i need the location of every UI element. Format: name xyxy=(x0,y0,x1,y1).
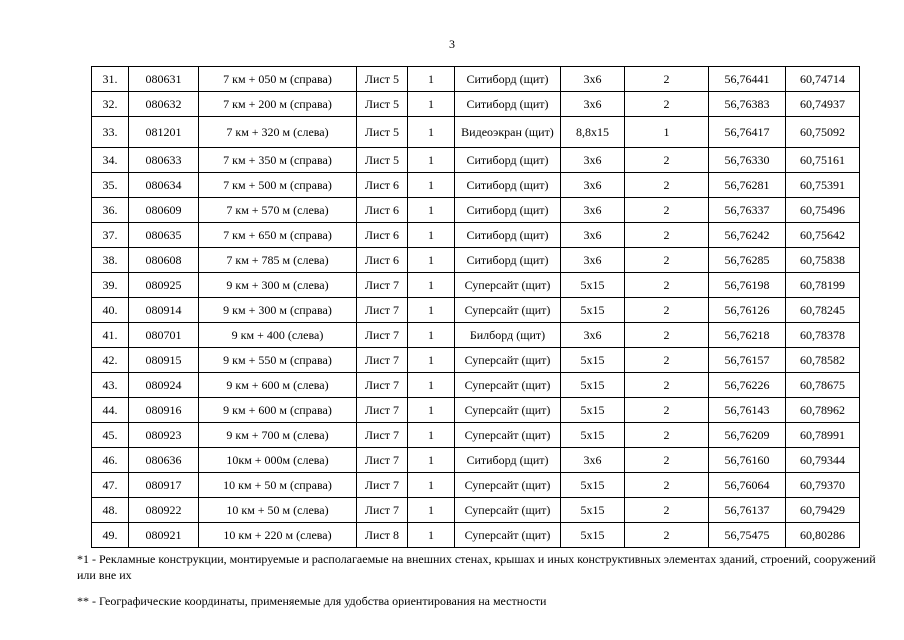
table-row xyxy=(92,398,860,423)
latitude-cell: 56,75475 xyxy=(709,523,786,548)
table-row xyxy=(92,323,860,348)
road-location-cell: 9 км + 300 м (слева) xyxy=(199,273,357,298)
structure-type-cell: Ситиборд (щит) xyxy=(455,173,561,198)
structure-code-cell: 080925 xyxy=(129,273,199,298)
latitude-cell: 56,76417 xyxy=(709,117,786,148)
structure-count-cell: 1 xyxy=(408,223,455,248)
structure-type-cell: Ситиборд (щит) xyxy=(455,448,561,473)
row-number-cell: 32. xyxy=(92,92,129,117)
sides-count-cell: 2 xyxy=(625,198,709,223)
structure-count-cell: 1 xyxy=(408,473,455,498)
longitude-cell: 60,75642 xyxy=(786,223,860,248)
sides-count-cell: 1 xyxy=(625,117,709,148)
table-row xyxy=(92,348,860,373)
longitude-cell: 60,78378 xyxy=(786,323,860,348)
structure-type-cell: Ситиборд (щит) xyxy=(455,248,561,273)
sheet-number-cell: Лист 5 xyxy=(357,148,408,173)
structure-count-cell: 1 xyxy=(408,92,455,117)
table-row xyxy=(92,298,860,323)
structure-code-cell: 080917 xyxy=(129,473,199,498)
table-row xyxy=(92,173,860,198)
table-row xyxy=(92,473,860,498)
longitude-cell: 60,75838 xyxy=(786,248,860,273)
structure-type-cell: Суперсайт (щит) xyxy=(455,473,561,498)
road-location-cell: 10км + 000м (слева) xyxy=(199,448,357,473)
road-location-cell: 10 км + 50 м (слева) xyxy=(199,498,357,523)
sides-count-cell: 2 xyxy=(625,67,709,92)
longitude-cell: 60,78245 xyxy=(786,298,860,323)
structure-count-cell: 1 xyxy=(408,273,455,298)
sides-count-cell: 2 xyxy=(625,248,709,273)
latitude-cell: 56,76242 xyxy=(709,223,786,248)
structure-code-cell: 080634 xyxy=(129,173,199,198)
structure-size-cell: 5x15 xyxy=(561,298,625,323)
sides-count-cell: 2 xyxy=(625,298,709,323)
structure-code-cell: 081201 xyxy=(129,117,199,148)
sheet-number-cell: Лист 6 xyxy=(357,198,408,223)
structure-type-cell: Суперсайт (щит) xyxy=(455,523,561,548)
structure-code-cell: 080921 xyxy=(129,523,199,548)
sides-count-cell: 2 xyxy=(625,323,709,348)
footnote-coordinates: ** - Географические координаты, применяемые для удобства ориентирования на местности xyxy=(77,594,547,608)
structure-count-cell: 1 xyxy=(408,423,455,448)
structure-count-cell: 1 xyxy=(408,323,455,348)
latitude-cell: 56,76441 xyxy=(709,67,786,92)
structure-code-cell: 080636 xyxy=(129,448,199,473)
road-location-cell: 7 км + 570 м (слева) xyxy=(199,198,357,223)
structure-code-cell: 080635 xyxy=(129,223,199,248)
longitude-cell: 60,79429 xyxy=(786,498,860,523)
longitude-cell: 60,75092 xyxy=(786,117,860,148)
road-location-cell: 10 км + 220 м (слева) xyxy=(199,523,357,548)
row-number-cell: 38. xyxy=(92,248,129,273)
structure-type-cell: Суперсайт (щит) xyxy=(455,498,561,523)
longitude-cell: 60,79344 xyxy=(786,448,860,473)
row-number-cell: 40. xyxy=(92,298,129,323)
structure-count-cell: 1 xyxy=(408,117,455,148)
sides-count-cell: 2 xyxy=(625,398,709,423)
row-number-cell: 47. xyxy=(92,473,129,498)
structure-code-cell: 080701 xyxy=(129,323,199,348)
row-number-cell: 46. xyxy=(92,448,129,473)
longitude-cell: 60,75496 xyxy=(786,198,860,223)
latitude-cell: 56,76218 xyxy=(709,323,786,348)
structure-code-cell: 080915 xyxy=(129,348,199,373)
latitude-cell: 56,76330 xyxy=(709,148,786,173)
longitude-cell: 60,79370 xyxy=(786,473,860,498)
structure-code-cell: 080922 xyxy=(129,498,199,523)
sheet-number-cell: Лист 7 xyxy=(357,273,408,298)
road-location-cell: 9 км + 700 м (слева) xyxy=(199,423,357,448)
latitude-cell: 56,76160 xyxy=(709,448,786,473)
sheet-number-cell: Лист 7 xyxy=(357,423,408,448)
row-number-cell: 49. xyxy=(92,523,129,548)
latitude-cell: 56,76064 xyxy=(709,473,786,498)
structure-size-cell: 5x15 xyxy=(561,398,625,423)
longitude-cell: 60,78582 xyxy=(786,348,860,373)
latitude-cell: 56,76137 xyxy=(709,498,786,523)
longitude-cell: 60,75391 xyxy=(786,173,860,198)
row-number-cell: 34. xyxy=(92,148,129,173)
latitude-cell: 56,76157 xyxy=(709,348,786,373)
footnotes xyxy=(77,551,877,609)
structure-type-cell: Ситиборд (щит) xyxy=(455,223,561,248)
sheet-number-cell: Лист 7 xyxy=(357,498,408,523)
latitude-cell: 56,76143 xyxy=(709,398,786,423)
sides-count-cell: 2 xyxy=(625,348,709,373)
structure-type-cell: Билборд (щит) xyxy=(455,323,561,348)
sides-count-cell: 2 xyxy=(625,92,709,117)
latitude-cell: 56,76209 xyxy=(709,423,786,448)
table-row xyxy=(92,148,860,173)
structure-code-cell: 080914 xyxy=(129,298,199,323)
table-row xyxy=(92,248,860,273)
latitude-cell: 56,76337 xyxy=(709,198,786,223)
structure-count-cell: 1 xyxy=(408,248,455,273)
structure-size-cell: 5x15 xyxy=(561,373,625,398)
longitude-cell: 60,78199 xyxy=(786,273,860,298)
sheet-number-cell: Лист 7 xyxy=(357,398,408,423)
structure-size-cell: 5x15 xyxy=(561,473,625,498)
latitude-cell: 56,76126 xyxy=(709,298,786,323)
structure-count-cell: 1 xyxy=(408,498,455,523)
row-number-cell: 31. xyxy=(92,67,129,92)
structure-type-cell: Суперсайт (щит) xyxy=(455,298,561,323)
structure-size-cell: 5x15 xyxy=(561,273,625,298)
table-row xyxy=(92,67,860,92)
table-body xyxy=(92,67,860,548)
structure-size-cell: 3x6 xyxy=(561,323,625,348)
road-location-cell: 9 км + 600 м (слева) xyxy=(199,373,357,398)
structure-size-cell: 5x15 xyxy=(561,423,625,448)
structure-size-cell: 3x6 xyxy=(561,248,625,273)
row-number-cell: 48. xyxy=(92,498,129,523)
structure-count-cell: 1 xyxy=(408,173,455,198)
structure-code-cell: 080924 xyxy=(129,373,199,398)
longitude-cell: 60,75161 xyxy=(786,148,860,173)
structure-type-cell: Суперсайт (щит) xyxy=(455,348,561,373)
row-number-cell: 35. xyxy=(92,173,129,198)
row-number-cell: 45. xyxy=(92,423,129,448)
sheet-number-cell: Лист 5 xyxy=(357,117,408,148)
road-location-cell: 7 км + 500 м (справа) xyxy=(199,173,357,198)
sheet-number-cell: Лист 5 xyxy=(357,92,408,117)
structure-code-cell: 080631 xyxy=(129,67,199,92)
sides-count-cell: 2 xyxy=(625,273,709,298)
structure-type-cell: Суперсайт (щит) xyxy=(455,398,561,423)
longitude-cell: 60,74714 xyxy=(786,67,860,92)
longitude-cell: 60,80286 xyxy=(786,523,860,548)
table-row xyxy=(92,92,860,117)
structure-size-cell: 3x6 xyxy=(561,448,625,473)
table-row xyxy=(92,223,860,248)
sides-count-cell: 2 xyxy=(625,223,709,248)
structure-code-cell: 080608 xyxy=(129,248,199,273)
row-number-cell: 37. xyxy=(92,223,129,248)
structure-count-cell: 1 xyxy=(408,67,455,92)
sheet-number-cell: Лист 5 xyxy=(357,67,408,92)
structure-count-cell: 1 xyxy=(408,398,455,423)
sheet-number-cell: Лист 7 xyxy=(357,448,408,473)
sides-count-cell: 2 xyxy=(625,498,709,523)
road-location-cell: 7 км + 320 м (слева) xyxy=(199,117,357,148)
structure-type-cell: Видеоэкран (щит) xyxy=(455,117,561,148)
row-number-cell: 41. xyxy=(92,323,129,348)
table-row xyxy=(92,523,860,548)
structure-type-cell: Суперсайт (щит) xyxy=(455,423,561,448)
road-location-cell: 7 км + 350 м (справа) xyxy=(199,148,357,173)
sides-count-cell: 2 xyxy=(625,148,709,173)
structure-count-cell: 1 xyxy=(408,448,455,473)
structure-code-cell: 080609 xyxy=(129,198,199,223)
sheet-number-cell: Лист 6 xyxy=(357,223,408,248)
row-number-cell: 36. xyxy=(92,198,129,223)
row-number-cell: 43. xyxy=(92,373,129,398)
structure-size-cell: 3x6 xyxy=(561,92,625,117)
sides-count-cell: 2 xyxy=(625,373,709,398)
structure-code-cell: 080633 xyxy=(129,148,199,173)
latitude-cell: 56,76226 xyxy=(709,373,786,398)
table-row xyxy=(92,448,860,473)
structure-type-cell: Ситиборд (щит) xyxy=(455,148,561,173)
sides-count-cell: 2 xyxy=(625,423,709,448)
longitude-cell: 60,78675 xyxy=(786,373,860,398)
sheet-number-cell: Лист 6 xyxy=(357,173,408,198)
row-number-cell: 33. xyxy=(92,117,129,148)
sheet-number-cell: Лист 7 xyxy=(357,348,408,373)
structure-size-cell: 3x6 xyxy=(561,223,625,248)
sides-count-cell: 2 xyxy=(625,523,709,548)
structure-code-cell: 080632 xyxy=(129,92,199,117)
road-location-cell: 7 км + 785 м (слева) xyxy=(199,248,357,273)
longitude-cell: 60,78962 xyxy=(786,398,860,423)
sides-count-cell: 2 xyxy=(625,448,709,473)
road-location-cell: 9 км + 600 м (справа) xyxy=(199,398,357,423)
structure-size-cell: 3x6 xyxy=(561,198,625,223)
structure-size-cell: 8,8x15 xyxy=(561,117,625,148)
structure-type-cell: Суперсайт (щит) xyxy=(455,373,561,398)
structure-count-cell: 1 xyxy=(408,148,455,173)
structure-count-cell: 1 xyxy=(408,373,455,398)
structure-type-cell: Ситиборд (щит) xyxy=(455,198,561,223)
structure-size-cell: 3x6 xyxy=(561,67,625,92)
sides-count-cell: 2 xyxy=(625,173,709,198)
sheet-number-cell: Лист 7 xyxy=(357,323,408,348)
latitude-cell: 56,76198 xyxy=(709,273,786,298)
structure-size-cell: 3x6 xyxy=(561,148,625,173)
road-location-cell: 7 км + 200 м (справа) xyxy=(199,92,357,117)
footnote-structures: *1 - Рекламные конструкции, монтируемые и располагаемые на внешних стенах, крышах и иных конструктивных элементах зданий, строений, сооружений или вне их xyxy=(77,552,876,582)
road-location-cell: 7 км + 050 м (справа) xyxy=(199,67,357,92)
page-number: 3 xyxy=(449,37,455,51)
structure-count-cell: 1 xyxy=(408,348,455,373)
latitude-cell: 56,76383 xyxy=(709,92,786,117)
structure-type-cell: Ситиборд (щит) xyxy=(455,92,561,117)
road-location-cell: 9 км + 550 м (справа) xyxy=(199,348,357,373)
row-number-cell: 44. xyxy=(92,398,129,423)
sides-count-cell: 2 xyxy=(625,473,709,498)
structure-size-cell: 5x15 xyxy=(561,498,625,523)
longitude-cell: 60,74937 xyxy=(786,92,860,117)
table-row xyxy=(92,423,860,448)
structure-type-cell: Ситиборд (щит) xyxy=(455,67,561,92)
road-location-cell: 9 км + 400 (слева) xyxy=(199,323,357,348)
road-location-cell: 7 км + 650 м (справа) xyxy=(199,223,357,248)
table-row xyxy=(92,198,860,223)
structure-type-cell: Суперсайт (щит) xyxy=(455,273,561,298)
advertising-structures-table xyxy=(91,66,860,548)
table-row xyxy=(92,117,860,148)
road-location-cell: 9 км + 300 м (справа) xyxy=(199,298,357,323)
latitude-cell: 56,76285 xyxy=(709,248,786,273)
sheet-number-cell: Лист 8 xyxy=(357,523,408,548)
structure-code-cell: 080923 xyxy=(129,423,199,448)
structure-count-cell: 1 xyxy=(408,298,455,323)
sheet-number-cell: Лист 7 xyxy=(357,473,408,498)
row-number-cell: 39. xyxy=(92,273,129,298)
table-row xyxy=(92,273,860,298)
structure-code-cell: 080916 xyxy=(129,398,199,423)
structure-count-cell: 1 xyxy=(408,523,455,548)
structure-size-cell: 5x15 xyxy=(561,348,625,373)
sheet-number-cell: Лист 6 xyxy=(357,248,408,273)
structure-count-cell: 1 xyxy=(408,198,455,223)
row-number-cell: 42. xyxy=(92,348,129,373)
latitude-cell: 56,76281 xyxy=(709,173,786,198)
structure-size-cell: 3x6 xyxy=(561,173,625,198)
structure-size-cell: 5x15 xyxy=(561,523,625,548)
sheet-number-cell: Лист 7 xyxy=(357,373,408,398)
longitude-cell: 60,78991 xyxy=(786,423,860,448)
sheet-number-cell: Лист 7 xyxy=(357,298,408,323)
road-location-cell: 10 км + 50 м (справа) xyxy=(199,473,357,498)
table-row xyxy=(92,498,860,523)
table-row xyxy=(92,373,860,398)
